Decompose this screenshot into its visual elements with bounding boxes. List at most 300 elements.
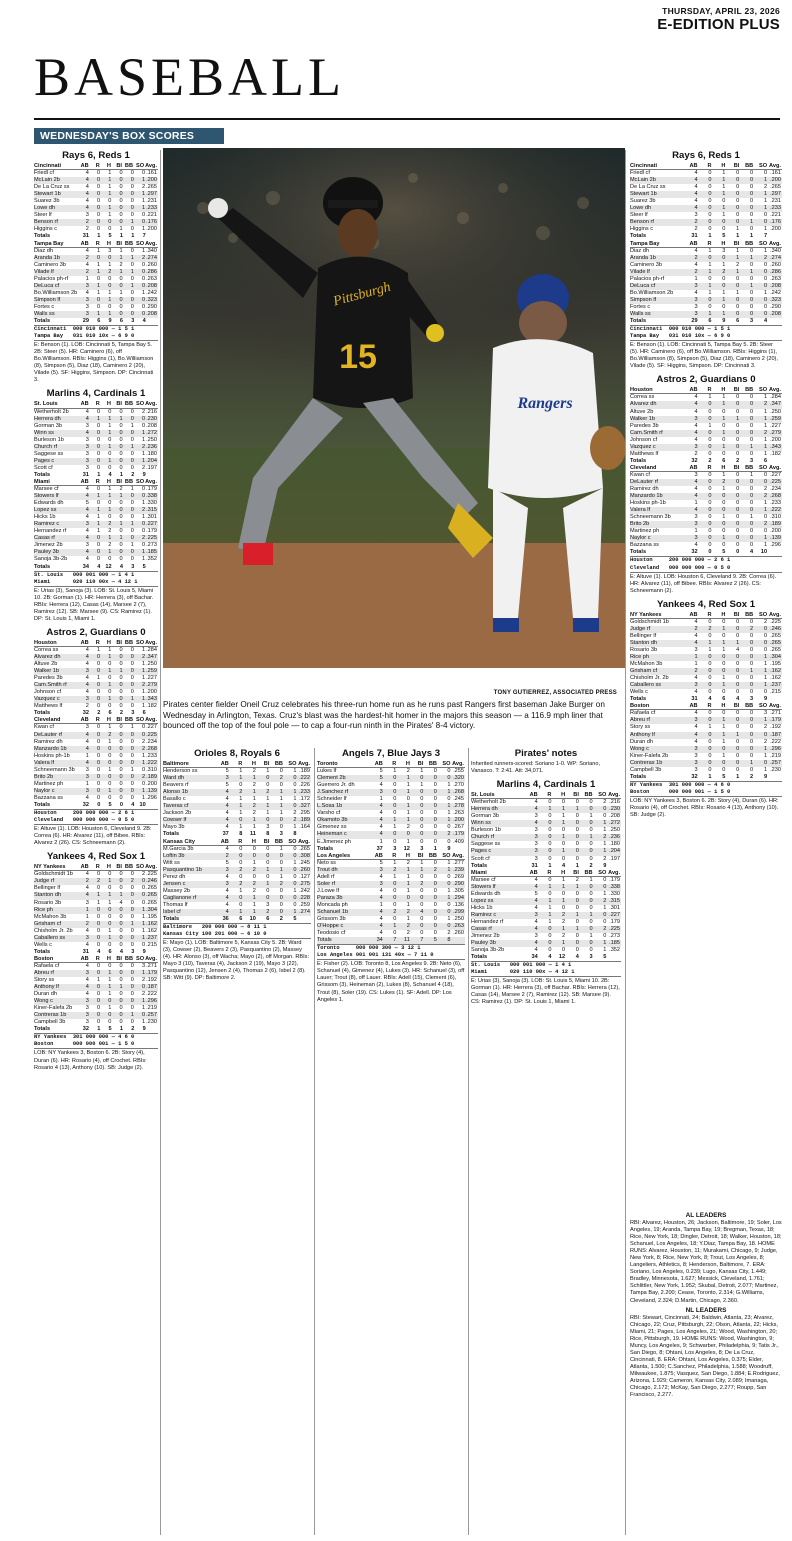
batting-row [630,290,782,297]
stat-cell: 4 [694,436,698,443]
stat-cell: 1 [763,507,768,514]
stat-cell: 4 [85,493,89,500]
stat-cell: H [561,792,566,799]
stat-cell: 1 [722,731,726,738]
stat-cell: .180 [609,841,621,848]
totals-row [34,1026,158,1033]
batting-row [34,276,158,283]
player-name: Edwards dh [471,890,501,897]
box-score [34,388,158,622]
stat-cell: 1 [97,521,101,528]
stat-cell: 1 [433,845,437,852]
stat-cell: 0 [722,219,726,226]
stat-cell: 0 [97,303,101,310]
line-score-row: NY Yankees 301 000 000 — 4 6 0 [630,781,731,788]
stat-cell: SO [136,478,145,485]
stat-cell: .330 [609,890,621,897]
stat-cell: 2 [239,789,243,796]
stat-cell: 0 [750,394,754,401]
stat-cell: 0 [142,521,146,528]
stat-cell: 4 [379,923,383,930]
stat-cell: 0 [142,310,146,317]
stat-cell: 3 [534,911,538,918]
stat-cell: 0 [750,261,754,268]
stat-cell: 0 [97,927,101,934]
stat-cell: 0 [433,880,437,887]
stat-cell: 1 [142,913,146,920]
stat-cell: 1 [722,212,726,219]
stat-cell: 3 [85,443,89,450]
stat-cell: 1 [142,920,146,927]
stat-cell: 1 [130,443,134,450]
stat-cell: H [106,401,111,408]
stat-cell: .273 [146,542,158,549]
stat-cell: 0 [722,759,726,766]
stat-cell: 2 [142,654,146,660]
stat-cell: 1 [589,813,593,820]
stat-cell: 0 [708,675,712,682]
stat-cell: 0 [97,443,101,450]
stat-cell: 0 [433,916,437,923]
stat-cell: 3 [266,824,270,831]
stat-cell: 0 [433,824,437,831]
batting-row [34,437,158,444]
player-name: Heineman c [317,831,347,838]
stat-cell: 0 [266,817,270,824]
stat-cell: .230 [146,1019,158,1026]
batting-header [34,401,158,408]
batting-row [34,732,158,739]
stat-cell: .340 [146,247,158,254]
game-notes: E: Urias (3), Sanoja (3). LOB: St. Louis 5, Miami 10. 2B: Gorman (1). HR: Herrera (3), off Bachar. RBIs: Herrera (12), Casas (14), Marsee 2 (7), Ramirez (12). SB: Marsee (9). CS: Ramirez (1). DP: St. Louis 1, Miami 1. [34,587,154,622]
stat-cell: 0 [763,303,768,310]
stat-cell: .192 [146,977,158,984]
stat-cell: 1 [603,940,607,947]
stat-cell: H [106,639,111,646]
stat-cell: 1 [142,668,146,675]
totals-row [630,233,782,240]
stat-cell: 0 [293,901,297,908]
stat-cell: 5 [225,768,229,775]
stat-cell: 7 [420,937,424,944]
stat-cell: 1 [239,824,243,831]
stat-cell: 0 [708,205,712,212]
stat-cell: 0 [420,916,424,923]
stat-cell: 0 [750,198,754,205]
box-score-title: Angels 7, Blue Jays 3 [341,748,441,759]
player-name: Palacios ph-rf [630,275,665,282]
stat-cell: 0 [722,422,726,429]
batting-row [34,703,158,710]
stat-cell: 0 [708,191,712,198]
player-name: Matthews lf [34,703,63,710]
stat-cell [147,564,158,571]
stat-cell: .208 [146,310,158,317]
stat-cell: .272 [146,429,158,436]
stat-cell: .308 [299,852,310,859]
stat-cell: 4 [694,632,698,639]
stat-cell: 1 [142,759,146,766]
stat-cell: 0 [119,682,123,689]
stat-cell: 1 [420,782,424,789]
stat-cell: .197 [609,855,621,862]
stat-cell: SO [598,869,607,876]
stat-cell: .208 [770,310,781,317]
stat-cell: 1 [763,450,768,457]
stat-cell: 0 [708,632,712,639]
stat-cell: 0 [97,226,101,233]
stat-cell: .286 [146,268,158,275]
stat-cell: 0 [736,310,740,317]
stat-cell: 0 [119,745,123,752]
stat-cell: 1 [406,838,410,845]
stat-cell: 1 [108,899,112,906]
player-name: Caglianone rf [163,894,197,901]
stat-cell: 0 [736,170,740,177]
stat-cell: 1 [108,991,112,998]
stat-cell: 0 [433,859,437,866]
stat-cell: 0 [119,184,123,191]
stat-cell: 1 [108,415,112,422]
game-photo [163,148,625,668]
stat-cell: 2 [108,542,112,549]
stat-cell: 1 [108,934,112,941]
stat-cell: 1 [379,838,383,845]
stat-cell: .162 [770,668,781,675]
player-name: Totals [630,773,647,780]
stat-cell: 1 [108,184,112,191]
player-name: Chisholm Jr. 2b [34,927,73,934]
stat-cell: 3 [589,954,593,961]
player-name: Totals [34,233,51,240]
stat-cell: R [95,717,100,724]
player-name: Cam.Smith rf [34,682,67,689]
stat-cell: 0 [119,703,123,710]
stat-cell: BI [116,955,122,962]
stat-cell: 1 [119,226,123,233]
stat-cell: 1 [119,892,123,899]
stat-cell: .182 [146,703,158,710]
stat-cell: 1 [722,177,726,184]
stat-cell: 3 [534,933,538,940]
stat-cell: 1 [406,866,410,873]
stat-cell: 0 [108,275,112,282]
stat-cell: 2 [142,464,146,471]
stat-cell: .260 [146,261,158,268]
stat-cell: 4 [420,908,424,915]
stat-cell [451,846,465,853]
stat-cell: 0 [708,654,712,660]
stat-cell: 0 [97,654,101,660]
stat-cell: 1 [108,486,112,493]
stat-cell: 1 [708,639,712,646]
batting-row [34,514,158,521]
stat-cell: 0 [119,794,123,801]
stat-cell: 0 [252,845,256,852]
batting-row [471,898,621,905]
stat-cell: 1 [239,810,243,817]
player-name: Totals [34,710,51,717]
stat-cell: 0 [433,796,437,803]
stat-cell: 2 [694,219,698,226]
stat-cell: 0 [589,883,593,890]
batting-row [34,205,158,212]
stat-cell: .221 [146,212,158,219]
stat-cell: Avg. [145,717,158,724]
stat-cell: 1 [736,268,740,275]
stat-cell: 1 [562,848,566,855]
stat-cell: 1 [406,916,410,923]
player-name: Mayo 3b [163,824,185,831]
stat-cell: 0 [433,894,437,901]
player-name: Valera lf [34,759,55,766]
stat-cell: 1 [722,170,726,177]
batting-row [630,423,782,430]
player-name: Totals [34,1026,51,1033]
stat-cell: AB [689,240,698,247]
stat-cell: .216 [609,799,621,806]
stat-cell: 0 [575,890,579,897]
stat-cell: .323 [146,296,158,303]
stat-cell: .236 [146,443,158,450]
stat-cell: 0 [736,632,740,639]
stat-cell: 0 [763,478,768,485]
stat-cell: 1 [722,296,726,303]
stat-cell: 3 [131,948,135,955]
stat-cell: AB [374,761,383,767]
stat-cell: 9 [763,773,768,780]
stat-cell: 0 [406,831,410,838]
box-score-title: Marlins 4, Cardinals 1 [46,388,146,400]
stat-cell: 1 [420,768,424,775]
stat-cell: 1 [119,415,123,422]
stat-cell: 0 [142,528,146,535]
stat-cell: .227 [146,675,158,682]
stat-cell: 4 [97,948,101,955]
stat-cell: H [721,240,726,247]
stat-cell: 3 [694,212,698,219]
stat-cell: 2 [142,535,146,542]
stat-cell: 0 [393,930,397,937]
stat-cell: 1 [694,654,698,660]
stat-cell: 0 [736,500,740,507]
stat-cell: 1 [130,696,134,703]
stat-cell: 0 [119,927,123,934]
stat-cell: 4 [85,528,89,535]
photo-caption: Pirates center fielder Oneil Cruz celebrates his three-run home run as he runs past Rangers first baseman Jake Burger on Wednesday in Arlington, Texas. Cruz's blast was the hardest-hit homer in the majors this season — a 116.9 mph liner that bounced off the top of the foul pole — to cap a four-run ninth in the Pirates' 8-4 victory. [163,700,605,730]
batting-row [34,1019,158,1026]
batting-row [163,803,311,810]
stat-cell: .263 [453,923,464,930]
stat-cell: BI [733,703,740,710]
player-name: Taveras cf [163,803,189,810]
stat-cell: 0 [279,768,283,775]
stat-cell: 0 [119,191,123,198]
nl-leaders-title: NL LEADERS [685,1306,727,1314]
stat-cell: 4 [225,789,229,796]
stat-cell: .225 [609,925,621,932]
stat-cell: 1 [562,820,566,827]
stat-cell: 1 [142,689,146,696]
stat-cell: 1 [736,773,740,780]
player-name: Bazzana ss [34,794,63,801]
stat-cell: 1 [239,796,243,803]
player-name: Bellinger lf [630,632,657,639]
stat-cell: 7 [393,937,397,944]
stat-cell: H [721,611,726,618]
stat-cell: .172 [299,796,310,803]
player-name: Lowe dh [630,205,652,212]
stat-cell: 0 [708,450,712,457]
stat-cell [607,863,621,870]
stat-cell: 0 [97,731,101,738]
stat-cell: 0 [433,838,437,845]
batting-header [471,792,621,799]
stat-cell: 1 [266,810,270,817]
stat-cell: 0 [433,775,437,782]
batting-row [471,827,621,834]
stat-cell: 4 [694,247,698,254]
player-name: Ward dh [163,775,184,782]
batting-header [630,163,782,170]
player-name: DeLuca cf [34,282,60,289]
stat-cell: BB [124,478,134,485]
player-name: Aranda 1b [630,254,656,261]
stat-cell: 0 [708,528,712,535]
stat-cell: 0 [575,799,579,806]
stat-cell [768,318,782,325]
stat-cell: .242 [146,289,158,296]
stat-cell: 0 [736,766,740,773]
stat-cell: 0 [130,654,134,660]
stat-cell: BB [124,240,134,247]
box-score-title: Astros 2, Guardians 0 [656,374,756,386]
stat-cell: 2 [763,493,768,500]
masthead [0,0,792,107]
stat-cell: 4 [562,862,566,869]
stat-cell: 1 [119,471,123,478]
player-name: Schneemann 3b [34,766,75,773]
stat-cell: 0 [736,542,740,549]
player-name: Fortes c [34,303,55,310]
stat-cell: 1 [119,247,123,254]
stat-cell: 0 [750,226,754,233]
batting-row [630,177,782,184]
stat-cell: 0 [420,838,424,845]
stat-cell: 0 [750,528,754,535]
stat-cell: 1 [763,177,768,184]
stat-cell: 2 [142,254,146,261]
batting-row [630,739,782,746]
batting-row [34,892,158,899]
player-name: Duran dh [630,738,654,745]
stat-cell: R [238,838,243,845]
column-divider [625,150,626,1535]
player-name: McMahon 3b [34,913,67,920]
stat-cell: 2 [108,731,112,738]
stat-cell: 1 [708,724,712,731]
stat-cell: 0 [142,892,146,899]
stat-cell: 3 [108,247,112,254]
game-notes: E: Altuve (1). LOB: Houston 6, Cleveland 9. 2B: Correa (6). HR: Alvarez (11), off Bibee. RBIs: Alvarez 2 (26). CS: Schneemann (2). [630,573,777,594]
stat-cell: SO [288,761,297,767]
batting-row [317,796,465,803]
line-score-row: Cleveland 000 000 000 — 0 5 0 [630,564,731,571]
batting-row [163,888,311,895]
stat-cell: R [392,761,397,767]
stat-cell [297,916,311,923]
stat-cell: 3 [85,899,89,906]
batting-row [34,542,158,549]
line-score-row: Miami 020 110 00x — 4 12 1 [34,578,138,585]
stat-cell: .208 [609,813,621,820]
batting-row [471,834,621,841]
stat-cell: .265 [146,885,158,892]
batting-row [630,212,782,219]
batting-row [630,528,782,535]
game-notes: LOB: NY Yankees 3, Boston 6. 2B: Story (4), Duran (6). HR: Rosario (4), off Crochet. RBIs: Rosario 4 (13), Anthony (10). SB: Judge (2). [630,797,779,819]
stat-cell: 0 [722,618,726,625]
stat-cell: 3 [85,436,89,443]
stat-cell: 0 [130,275,134,282]
column-divider [160,150,161,1535]
batting-row [34,746,158,753]
stat-cell: 1 [119,233,123,240]
stat-cell: 0 [750,752,754,759]
stat-cell: 1 [420,866,424,873]
batting-row [34,914,158,921]
batting-row [630,451,782,458]
stat-cell: .226 [299,782,310,789]
stat-cell: H [251,761,256,767]
stat-cell: 12 [105,563,112,570]
stat-cell: R [707,387,712,394]
player-name: Pauley 3b [34,549,59,556]
batting-row [317,867,465,874]
stat-cell: 4 [694,675,698,682]
stat-cell: H [251,838,256,845]
stat-cell: 2 [763,254,768,261]
stat-cell: .227 [770,422,781,429]
stat-cell: 1 [708,233,712,240]
stat-cell: .233 [770,205,781,212]
stat-cell: 0 [589,806,593,813]
stat-cell: 0 [750,675,754,682]
player-name: Judge rf [630,625,651,632]
stat-cell: 0 [119,282,123,289]
stat-cell: 0 [736,212,740,219]
stat-cell: 1 [763,436,768,443]
stat-cell: 2 [406,930,410,937]
stat-cell: 0 [750,429,754,436]
stat-cell: .179 [609,918,621,925]
stat-cell: 0 [763,514,768,521]
stat-cell: 0 [722,521,726,528]
stat-cell: 1 [562,940,566,947]
stat-cell: 1 [142,696,146,703]
stat-cell: 0 [97,759,101,766]
stat-cell: 0 [708,493,712,500]
stat-cell: 1 [108,878,112,885]
batting-row [317,839,465,846]
batting-row [630,521,782,528]
stat-cell: 0 [97,1012,101,1019]
stat-cell: 0 [736,710,740,717]
stat-cell: 1 [722,646,726,653]
stat-cell: 37 [222,831,229,838]
stat-cell: 1 [603,827,607,834]
stat-cell: AB [689,387,698,394]
